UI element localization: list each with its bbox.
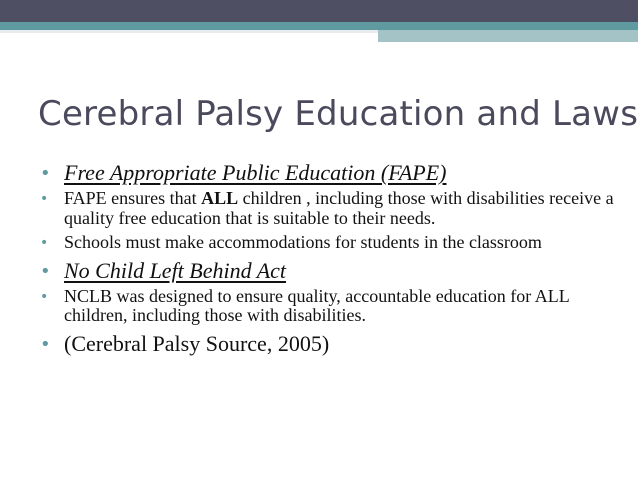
bullet-item-accommodations [40, 233, 630, 253]
bullet-list [40, 160, 630, 360]
bullet-item-fape-description [40, 189, 630, 228]
bullet-dot-icon: • [40, 333, 51, 355]
bullet-dot-icon: • [40, 260, 51, 282]
bullet-item-nclb-heading [40, 258, 630, 284]
header-bar-dark [0, 0, 638, 22]
fape-text-after: children , including those with disabilities receive a quality free education that is suitable to their needs. [64, 188, 614, 228]
slide-title: Cerebral Palsy Education and Laws [38, 94, 638, 134]
bullet-dot-icon: • [40, 163, 51, 184]
fape-heading: Free Appropriate Public Education (FAPE) [64, 160, 447, 185]
bullet-item-citation [40, 331, 630, 357]
header-bar-teal [0, 22, 638, 30]
nclb-text: NCLB was designed to ensure quality, accountable education for ALL children, including those with disabilities. [64, 285, 570, 325]
bullet-dot-icon: • [40, 235, 49, 251]
nclb-heading: No Child Left Behind Act [64, 257, 287, 283]
bullet-item-fape-heading [40, 160, 630, 186]
accommodations-text: Schools must make accommodations for students in the classroom [64, 232, 542, 252]
bullet-dot-icon: • [40, 191, 49, 207]
header-bar-light-teal [378, 30, 638, 42]
citation-text: (Cerebral Palsy Source, 2005) [64, 330, 330, 356]
fape-text-before: FAPE ensures that [64, 188, 202, 208]
bullet-item-nclb-description [40, 287, 630, 326]
fape-text-bold: ALL [201, 188, 239, 208]
bullet-dot-icon: • [40, 288, 49, 305]
header-bar-shadow [0, 30, 378, 33]
